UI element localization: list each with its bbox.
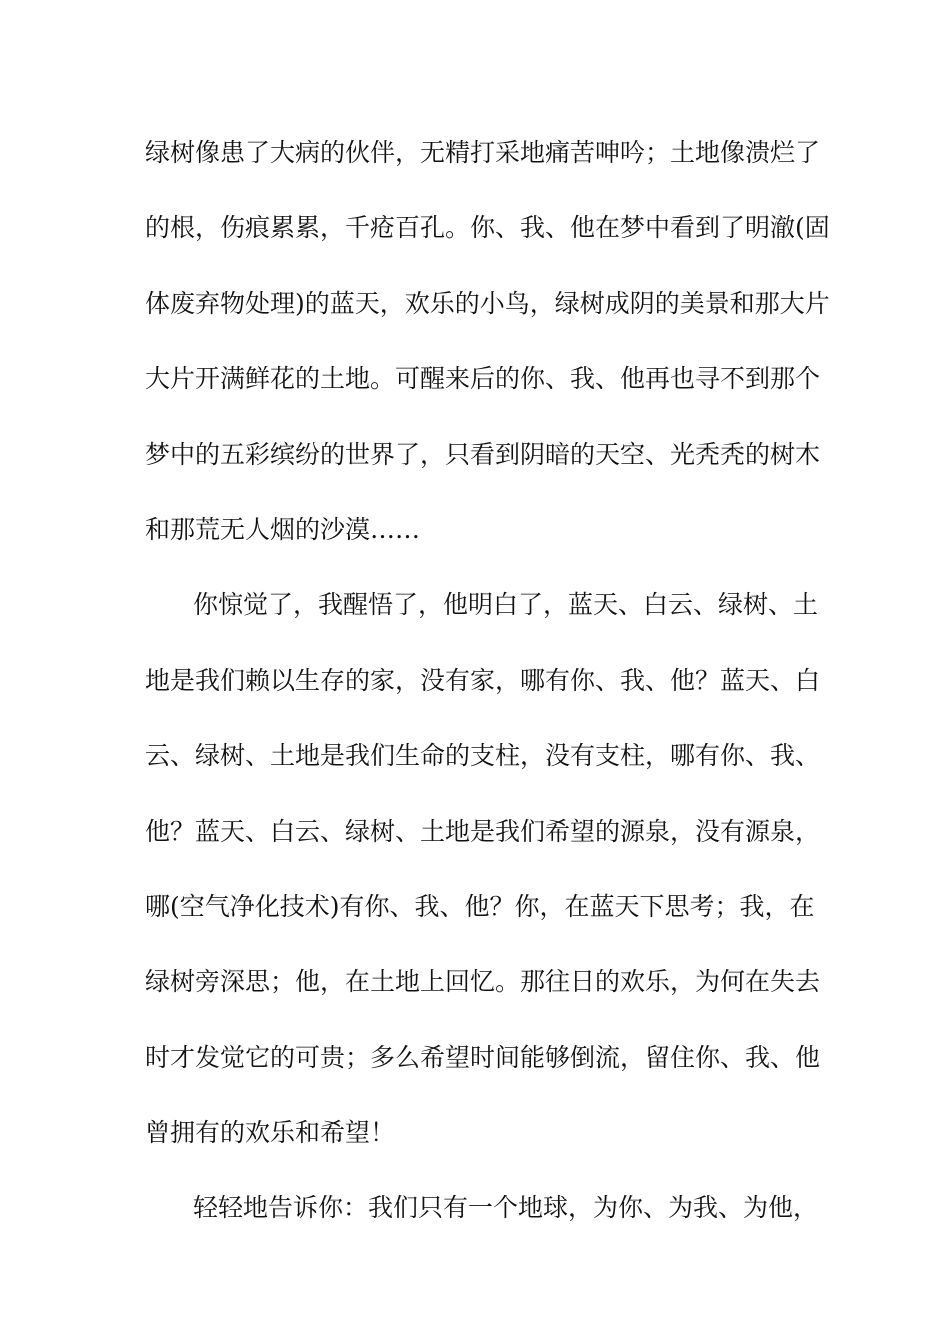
text-line: 地是我们赖以生存的家，没有家，哪有你、我、他？蓝天、白 (145, 665, 821, 695)
text-line: 绿树旁深思；他，在土地上回忆。那往日的欢乐，为何在失去 (145, 967, 821, 997)
text-line: 时才发觉它的可贵；多么希望时间能够倒流，留住你、我、他 (145, 1042, 821, 1072)
text-line: 绿树像患了大病的伙伴，无精打采地痛苦呻吟；土地像溃烂了 (145, 138, 821, 167)
text-line: 梦中的五彩缤纷的世界了，只看到阴暗的天空、光秃秃的树木 (145, 439, 821, 469)
paragraph-first-line: 你惊觉了，我醒悟了，他明白了，蓝天、白云、绿树、土 (193, 590, 819, 620)
text-line: 和那荒无人烟的沙漠…… (145, 514, 421, 544)
text-line: 哪(空气净化技术)有你、我、他？你，在蓝天下思考；我，在 (145, 891, 815, 921)
text-line: 云、绿树、土地是我们生命的支柱，没有支柱，哪有你、我、 (145, 741, 821, 771)
text-line: 他？蓝天、白云、绿树、土地是我们希望的源泉，没有源泉， (145, 816, 821, 846)
text-line: 体废弃物处理)的蓝天，欢乐的小鸟，绿树成阴的美景和那大片 (145, 288, 830, 318)
text-line: 的根，伤痕累累，千疮百孔。你、我、他在梦中看到了明澈(固 (145, 213, 830, 243)
body-text (145, 129, 830, 1260)
text-line: 大片开满鲜花的土地。可醒来后的你、我、他再也寻不到那个 (145, 364, 821, 394)
text-line: 曾拥有的欢乐和希望！ (145, 1118, 396, 1148)
paragraph-first-line: 轻轻地告诉你：我们只有一个地球，为你、为我、为他， (193, 1193, 819, 1223)
